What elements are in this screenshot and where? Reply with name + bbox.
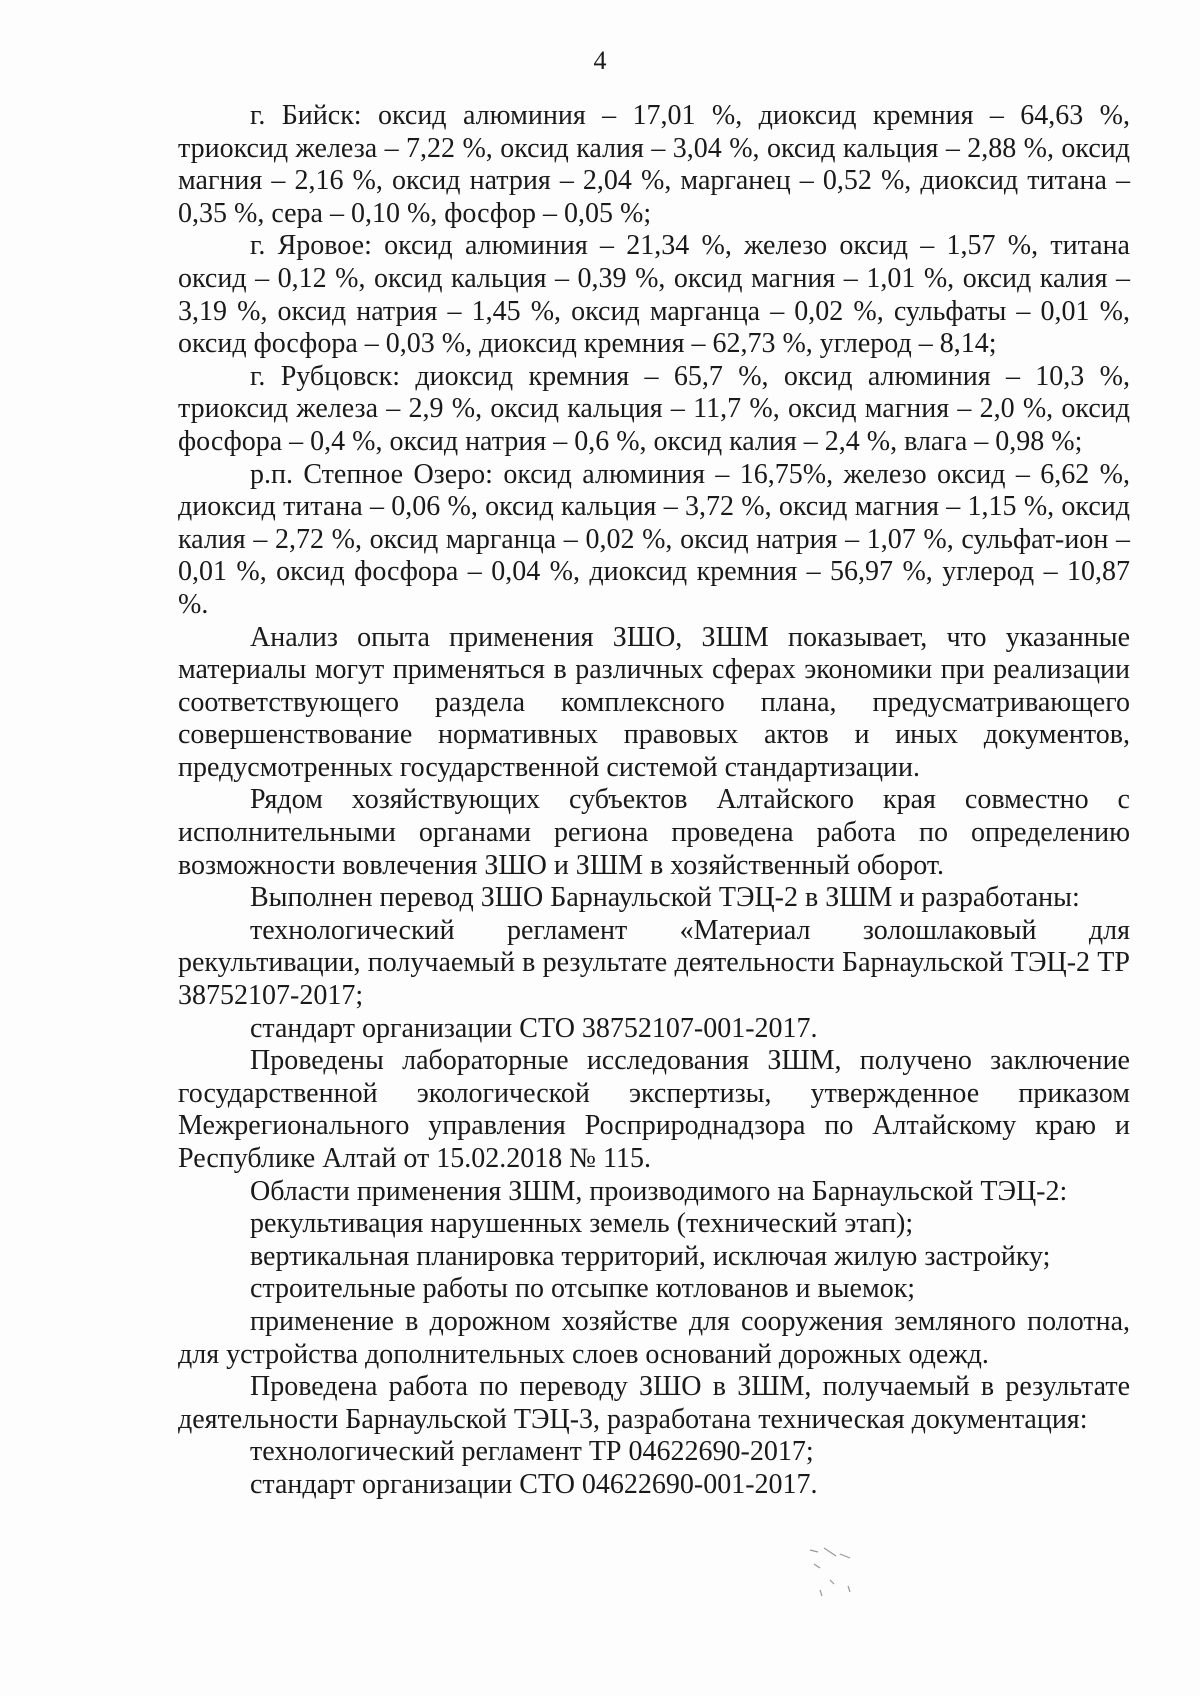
paragraph-work-done: Рядом хозяйствующих субъектов Алтайского края совместно с исполнительными органами региона проведена работа по определению возможности вовлечения ЗШО и ЗШМ в хозяйственный оборот. bbox=[178, 784, 1130, 881]
paragraph-biysk: г. Бийск: оксид алюминия – 17,01 %, диоксид кремния – 64,63 %, триоксид железа – 7,22 %, оксид калия – 3,04 %, оксид кальция – 2,88 %, оксид магния – 2,16 %, оксид натрия – 2,04 %, марганец – 0,52 %, диоксид титана – 0,35 %, сера – 0,10 %, фосфор – 0,05 %; bbox=[178, 100, 1130, 229]
paragraph-yarovoe: г. Яровое: оксид алюминия – 21,34 %, железо оксид – 1,57 %, титана оксид – 0,12 %, оксид кальция – 0,39 %, оксид магния – 1,01 %, оксид калия – 3,19 %, оксид натрия – 1,45 %, оксид марганца – 0,02 %, сульфаты – 0,01 %, оксид фосфора – 0,03 %, диоксид кремния – 62,73 %, углерод – 8,14; bbox=[178, 230, 1130, 360]
paragraph-stepnoe-ozero: р.п. Степное Озеро: оксид алюминия – 16,75%, железо оксид – 6,62 %, диоксид титана – 0,06 %, оксид кальция – 3,72 %, оксид магния – 1,15 %, оксид калия – 2,72 %, оксид марганца – 0,02 %, оксид натрия – 1,07 %, сульфат-ион – 0,01 %, оксид фосфора – 0,04 %, диоксид кремния – 56,97 %, углерод – 10,87 %. bbox=[178, 458, 1130, 620]
list-item-construction: строительные работы по отсыпке котлованов и выемок; bbox=[250, 1273, 916, 1305]
paragraph-analysis: Анализ опыта применения ЗШО, ЗШМ показывает, что указанные материалы могут применяться в различных сферах экономики при реализации соответствующего раздела комплексного плана, предусматривающего совершенствование нормативных правовых актов и иных документов, предусмотренных государственной системой стандартизации. bbox=[178, 621, 1130, 783]
paragraph-rubtsovsk: г. Рубцовск: диоксид кремния – 65,7 %, оксид алюминия – 10,3 %, триоксид железа – 2,9 %, оксид кальция – 11,7 %, оксид магния – 2,0 %, оксид фосфора – 0,4 %, оксид натрия – 0,6 %, оксид калия – 2,4 %, влага – 0,98 %; bbox=[178, 360, 1130, 457]
paragraph-lab-research: Проведены лабораторные исследования ЗШМ, получено заключение государственной экологической экспертизы, утвержденное приказом Межрегионального управления Росприроднадзора по Алтайскому краю и Республике Алтай от 15.02.2018 № 115. bbox=[178, 1045, 1130, 1174]
paragraph-application-areas: Области применения ЗШМ, производимого на Барнаульской ТЭЦ-2: bbox=[250, 1175, 1068, 1207]
list-item-recultivation: рекультивация нарушенных земель (технический этап); bbox=[250, 1208, 914, 1240]
list-item-vertical-planning: вертикальная планировка территорий, исключая жилую застройку; bbox=[250, 1240, 1051, 1272]
page-number: 4 bbox=[593, 46, 607, 75]
paragraph-tech-regulation-tec2: технологический регламент «Материал золошлаковый для рекультивации, получаемый в результате деятельности Барнаульской ТЭЦ-2 ТР 38752107-2017; bbox=[178, 914, 1130, 1012]
scan-specks bbox=[800, 1540, 920, 1620]
document-body bbox=[178, 100, 1130, 1502]
paragraph-conversion-tec3: Проведена работа по переводу ЗШО в ЗШМ, получаемый в результате деятельности Барнаульской ТЭЦ-3, разработана техническая документация: bbox=[178, 1371, 1130, 1435]
paragraph-tech-regulation-tec3: технологический регламент ТР 04622690-2017; bbox=[250, 1436, 814, 1468]
list-item-road-construction: применение в дорожном хозяйстве для сооружения земляного полотна, для устройства дополнительных слоев оснований дорожных одежд. bbox=[178, 1305, 1130, 1370]
paragraph-conversion-tec2: Выполнен перевод ЗШО Барнаульской ТЭЦ-2 в ЗШМ и разработаны: bbox=[250, 882, 1080, 914]
paragraph-standard-tec2: стандарт организации СТО 38752107-001-2017. bbox=[250, 1012, 818, 1044]
paragraph-standard-tec3: стандарт организации СТО 04622690-001-2017. bbox=[250, 1468, 818, 1500]
